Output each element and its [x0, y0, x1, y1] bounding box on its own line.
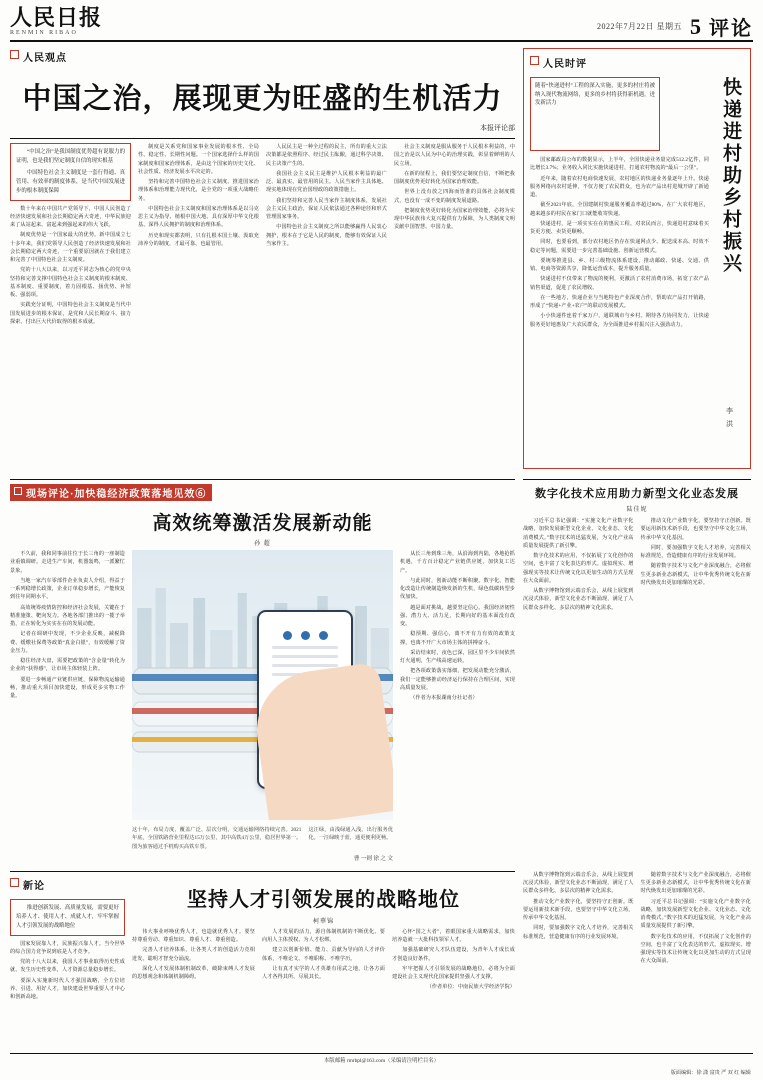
masthead: [10, 0, 753, 42]
para: 深化人才发展体制机制改革，破除束缚人才发展的思想观念和体制机制障碍。: [132, 965, 255, 981]
section-name: 评论: [709, 18, 753, 40]
digital-cont-col-1: [523, 871, 634, 968]
express-quote-box: [530, 77, 660, 151]
para: 近年来，随着农村电商快速发展，农村地区的快递业务量逐年上升。快递服务网络向农村延伸，不仅方便了农民群众，也为农产品出村进城开辟了新通道。: [530, 175, 709, 198]
illustration-credit: 曹 一则 徐 之 文: [353, 855, 393, 862]
para: 完善人才培养体系，让各类人才的创造活力竞相迸发、聪明才智充分涌流。: [132, 947, 255, 962]
field-headline: 高效统筹激活发展新动能: [152, 513, 373, 534]
para: 牢牢把握人才引领发展的战略地位，必将为全面建设社会主义现代化国家提供坚强人才支撑。: [392, 965, 515, 981]
rubric-people-viewpoint: 人民观点: [10, 49, 67, 64]
article-main: [10, 48, 515, 469]
para: 推动文化产业数字化，要坚持守正创新。既要运用新技术新手段，也要坚守中华文化立场，传承中华文化基因。: [640, 518, 751, 541]
para: 快递进村不仅带来了物流的便利，更激活了农村消费市场，拓宽了农产品销售渠道，促进了农民增收。: [530, 276, 709, 291]
para: 制度优势是一个国家最大的优势。新中国成立七十多年来，我们党领导人民创造了经济快速发展和社会长期稳定两大奇迹，一个重要原因就在于我们建立和完善了中国特色社会主义制度。: [10, 232, 131, 264]
digital-byline: 陆佳妮: [626, 507, 648, 513]
para: 我们坚持和完善人民当家作主制度体系，发展社会主义民主政治，保证人民依法通过各种途径和形式管理国家事务。: [266, 197, 387, 220]
field-byline: 孙 超: [254, 541, 271, 547]
para: 在新的征程上，我们要坚定制度自信，不断把我国制度优势更好转化为国家治理效能。: [394, 170, 515, 185]
illustration-note: 这汪绿，由浅绿通入浅，出行服务优化。一汪绿映于蓝，通更便利更畅。: [308, 827, 393, 842]
express-top: [530, 77, 744, 486]
para: 建立以创新价值、能力、贡献为导向的人才评价体系，不唯论文、不唯职称、不唯学历。: [262, 947, 385, 962]
para: 党的十八大以来，以习近平同志为核心的党中央坚持和完善支撑中国特色社会主义制度的根本制度、基本制度、重要制度，着力固根基、扬优势、补短板、强弱项。: [10, 267, 131, 299]
new-quote-text: 推进创新发展、高质量发展，需要更好培养人才、使用人才、成就人才，牢牢掌握人才引领发展的战略地位: [16, 904, 119, 929]
footer-credit: 版面编辑：徐 潇 富贵 严 双 红 编辑: [670, 1070, 751, 1076]
para: 人才发展的活力，源自体制机制的不断优化。要向用人主体授权、为人才松绑。: [262, 928, 385, 944]
article-main-columns: [10, 143, 515, 328]
express-byline: 李 洪: [725, 407, 734, 429]
para: 加强基础研究人才队伍建设，为青年人才成长成才创造良好条件。: [392, 947, 515, 962]
logo-subtext: RENMIN RIBAO: [10, 30, 78, 37]
field-col-4: [400, 550, 515, 862]
text-line: [272, 646, 338, 649]
illustration-caption: 这十年，布局力度、覆盖广泛、层次分明，交通运输网络持续完善。2021年底，全国铁路营业里程达15万公里，其中高铁4万公里，稳居世界第一。图为旅客通过手机购买高铁车票。: [132, 827, 302, 850]
masthead-right: [597, 6, 753, 41]
para: 记者在调研中发现，不少企业反映，减税降费、缓缴社保费等政策“真金白银”，有效缓解了资金压力。: [10, 631, 125, 654]
bottom-area: [10, 867, 753, 1003]
quote-line-2: 中国特色社会主义制度是一套行得通、真管用、有效率的制度体系，是当代中国发展进步的根本制度保障: [16, 169, 125, 194]
rubric-people-commentary: 人民时评: [530, 55, 587, 70]
express-headline: 快递进村助乡村振兴: [720, 77, 741, 275]
new-col-1: [10, 940, 125, 1002]
para: 高效统筹疫情防控和经济社会发展，关键在于精准施策、靶向发力。各地各部门推出的一揽子举措，正在转化为实实在在的发展动能。: [10, 604, 125, 627]
para: 中国特色社会主义制度之所以能够赢得人民衷心拥护，根本在于它是人民的制度，能够有效保证人民当家作主。: [266, 224, 387, 247]
new-col-2: [132, 928, 255, 994]
footer-divider: [10, 1053, 753, 1054]
field-col-1: [10, 550, 125, 862]
digital-cont-col-2: [641, 871, 752, 968]
body-col-3: [266, 143, 387, 328]
para: 采访结束时，夜色已深，园区里不少车间依然灯火通明，生产线高速运转。: [400, 649, 515, 664]
para: 中国特色社会主义制度和国家治理体系是以马克思主义为指导、植根中国大地、具有深厚中华文化根基、深得人民拥护的制度和治理体系。: [138, 205, 259, 229]
middle-area: [10, 475, 753, 862]
para: 不久前，我和同事前往位于长三角的一座制造业重镇调研。走进生产车间，机器轰鸣，一派繁忙景象。: [10, 551, 125, 574]
column-1: [10, 143, 131, 328]
new-col-3: [262, 928, 385, 994]
para: 要进一步畅通产业链供应链，保障物流运输通畅，推动重大项目加快建设，形成更多实物工作量。: [10, 676, 125, 699]
express-col-1: [530, 156, 709, 331]
divider: [523, 479, 751, 480]
para: 让有真才实学的人才英雄有用武之地，让各方面人才各得其所、尽展其长。: [262, 965, 385, 981]
para: 伟大事业呼唤优秀人才，也造就优秀人才。要坚持尊重劳动、尊重知识、尊重人才、尊重创造。: [132, 928, 255, 944]
para: 数十年来在中国共产党领导下，中国人民创造了经济快速发展和社会长期稳定两大奇迹，中华民族迎来了从站起来、富起来到强起来的伟大飞跃。: [10, 205, 131, 229]
para: 把各项政策落实落细，把发展动能充分激活，我们一定能够推动经济运行保持在合理区间，实现高质量发展。: [400, 668, 515, 691]
para: 稳住经济大盘，需要把政策的“含金量”转化为企业的“获得感”，让市场主体轻装上阵。: [10, 658, 125, 673]
divider: [10, 871, 515, 872]
article-main-byline: 本报评论部: [480, 124, 515, 132]
article-express: [523, 48, 751, 469]
rubric-new-theory: 新论: [10, 877, 45, 892]
para: 同时，要加强数字文化人才培养，完善相关标准规范，营造健康有序的行业发展环境。: [640, 544, 751, 559]
page-number: 5: [690, 13, 701, 39]
para: 当地一家汽车零部件企业负责人介绍，得益于一系列稳增长政策，企业订单稳步增长，产能恢复到往年同期水平。: [10, 577, 125, 601]
para: 截至2021年底，全国建制村快递服务覆盖率超过80%，在广大农村地区，越来越多的村民在家门口就能收寄快递。: [530, 202, 709, 217]
para: 稳预期、强信心，离不开有力有效的政策支撑，也离不开广大市场主体的拼搏奋斗。: [400, 631, 515, 646]
footer-email: 本版邮箱 rmrbpl@163.com（采编请注明栏目名）: [323, 1058, 440, 1064]
body-col-1: [10, 205, 131, 327]
para: 在一些地方，快递企业与当地特色产业深度合作，帮助农产品打开销路，形成了“快递+产业+农户”的联动发展模式。: [530, 294, 709, 309]
para: 人民民主是一种全过程的民主，所有的重大立法决策都是依照程序、经过民主酝酿，通过科学决策、民主决策产生的。: [266, 144, 387, 167]
para: 从数字博物馆到云端音乐会，从线上展览到沉浸式体验，新型文化业态不断涌现，满足了人民群众多样化、多层次的精神文化需求。: [523, 871, 634, 895]
para: 国家发展靠人才，民族振兴靠人才。当今世界的综合国力竞争说到底是人才竞争。: [10, 940, 125, 955]
article-new: [10, 867, 515, 1003]
digital-col-1: [523, 517, 634, 614]
progress-dots: [264, 631, 346, 640]
para: 同时，也要看到，部分农村地区仍存在快递网点少、配送成本高、时效不稳定等问题，需要进一步完善基础设施、创新运营模式。: [530, 239, 709, 254]
new-col-4: [392, 928, 515, 994]
para: 数字化技术的应用，不仅拓展了文化创作的空间，也丰富了文化表达的形式。虚拟现实、增强现实等技术让传统文化以更加生动的方式呈现在大众面前。: [523, 553, 634, 584]
para: 从数字博物馆到云端音乐会，从线上展览到沉浸式体验，新型文化业态不断涌现，满足了人民群众多样化、多层次的精神文化需求。: [523, 588, 634, 611]
rubric-field-commentary: 现场评论·加快稳经济政策落地见效⑥: [10, 484, 212, 501]
para: 随着数字技术与文化产业深度融合，必将催生更多新业态新模式，让中华优秀传统文化在新时代焕发出更加璀璨的光彩。: [640, 871, 751, 895]
para: 国家邮政局公布的数据显示，上半年，全国快递业务量完成512.2亿件，同比增长3.7%；业务收入同比实施快递进村，打通农村物流的“最后一公里”。: [530, 157, 709, 172]
illustration-train-ticket: [132, 550, 393, 820]
para: 社会主义制度是服从服务于人民根本利益的，中国之治是以人民为中心的治理实践，彰显着鲜明的人民立场。: [394, 144, 515, 167]
quote-line-1: “中国之治”是我国制度优势超有说服力的证明，也是我们坚定制度自信的现实根基: [16, 149, 125, 164]
para: 数字化技术的应用，不仅拓展了文化创作的空间，也丰富了文化表达的形式。虚拟现实、增强现实等技术让传统文化以更加生动的方式呈现在大众面前。: [640, 933, 751, 965]
page-title: 中国之治，展现更为旺盛的生机活力: [22, 83, 503, 115]
newspaper-logo: [10, 6, 102, 37]
para: 把制度优势更好转化为国家治理效能，必将为实现中华民族伟大复兴提供有力保障，为人类制度文明贡献中国智慧、中国力量。: [394, 207, 515, 231]
digital-headline: 数字化技术应用助力新型文化业态发展: [535, 488, 739, 500]
new-headline: 坚持人才引领发展的战略地位: [187, 888, 460, 911]
quote-box: [10, 143, 131, 201]
para: 实践充分证明，中国特色社会主义制度是当代中国发展进步的根本保证，是党和人民长期奋斗、接力探索、付出巨大代价取得的根本成就。: [10, 302, 131, 325]
new-byline: 柯華锦: [312, 918, 334, 925]
text-line: [272, 655, 338, 658]
para: 坚持和完善中国特色社会主义制度、推进国家治理体系和治理能力现代化，是全党的一项重大战略任务。: [138, 179, 259, 202]
para: 从长三角到珠三角，从沿海到内陆，各地抢抓机遇，千方百计稳定产业链供应链，加快复工达产。: [400, 551, 515, 574]
new-author-note: （作者单位：中南民族大学经济学院）: [426, 984, 515, 991]
digital-col-2: [641, 517, 752, 614]
para: 要深入实施新时代人才强国战略，全方位培养、引进、用好人才，加快建设世界重要人才中心和创新高地。: [10, 977, 125, 1001]
issue-date: 2022年7月22日 星期五: [597, 22, 682, 31]
body-col-2: [138, 143, 259, 328]
logo-text: 人民日报: [10, 5, 103, 30]
top-area: [10, 42, 753, 469]
article-digital: [523, 475, 751, 862]
express-columns: [530, 156, 709, 331]
body-col-4: [394, 143, 515, 328]
divider: [10, 138, 515, 139]
para: 世界上没有放之四海而皆准的具体社会制度模式，也没有一成不变的制度发展道路。: [394, 189, 515, 204]
para: 推动文化产业数字化，要坚持守正创新。既要运用新技术新手段，也要坚守中华文化立场，传承中华文化基因。: [523, 898, 634, 922]
para: 习近平总书记强调：“实施文化产业数字化战略，加快发展新型文化企业、文化业态、文化消费模式。”数字技术的迅猛发展，为文化产业高质量发展提供了新引擎。: [523, 518, 634, 549]
para: 随着数字技术与文化产业深度融合，必将催生更多新业态新模式，让中华优秀传统文化在新时代焕发出更加璀璨的光彩。: [640, 563, 751, 586]
para: 快递进村，是一项实实在在的惠民工程。对农民而言，快递进村意味着买货更方便、卖货更顺畅。: [530, 220, 709, 235]
para: 历史和现实都表明，只有扎根本国土壤、汲取充沛养分的制度，才最可靠、也最管用。: [138, 232, 259, 247]
para: 党的十八大以来，我国人才事业取得历史性成就、发生历史性变革，人才资源总量稳步增长。: [10, 959, 125, 974]
para: 心怀“国之大者”，着眼国家重大战略需求，加快培养造就一大批科技领军人才。: [392, 928, 515, 944]
para: 越是面对挑战，越要坚定信心。我国经济韧性强、潜力大、活力足，长期向好的基本面没有改变。: [400, 604, 515, 627]
field-author-note: （作者为本报湖南分社记者）: [410, 695, 478, 701]
para: 小小快递件连着千家万户，通联城市与乡村。期待各方协同发力，让快递服务更好地惠及广大农民群众，为全面推进乡村振兴注入强劲动力。: [530, 313, 709, 328]
para: 要统筹推进县、乡、村三级物流体系建设，推动邮政、快递、交通、供销、电商等资源共享，降低运营成本，提升服务质量。: [530, 257, 709, 272]
digital-continued: [523, 867, 751, 1003]
para: 与此同时，创新动能不断积聚。数字化、智能化改造让传统制造焕发新的生机，绿色低碳转型步伐加快。: [400, 577, 515, 601]
para: 我国社会主义民主是维护人民根本利益的最广泛、最真实、最管用的民主。人民当家作主具体地、现实地体现在党治国理政的政策措施上。: [266, 170, 387, 194]
para: 习近平总书记强调：“实施文化产业数字化战略，加快发展新型文化企业、文化业态、文化消费模式。”数字技术的迅猛发展，为文化产业高质量发展提供了新引擎。: [640, 898, 751, 930]
digital-columns: [523, 517, 751, 614]
express-quote-text: 随着“快递进村”工程的深入实施，更多的村庄将被纳入现代物流网络，更多的乡村将获得新机遇，迸发新活力: [535, 83, 655, 107]
new-quote-box: [10, 899, 125, 936]
para: 同时，要加强数字文化人才培养，完善相关标准规范，营造健康有序的行业发展环境。: [523, 925, 634, 940]
article-field: [10, 475, 515, 862]
text-line: [272, 664, 338, 667]
digital-continued-columns: [523, 871, 751, 968]
para: 制度是关系党和国家事业发展的根本性、全局性、稳定性、长期性问题。一个国家选择什么样的国家制度和国家治理体系，是由这个国家的历史文化、社会性质、经济发展水平决定的。: [138, 144, 259, 175]
divider: [10, 479, 515, 480]
